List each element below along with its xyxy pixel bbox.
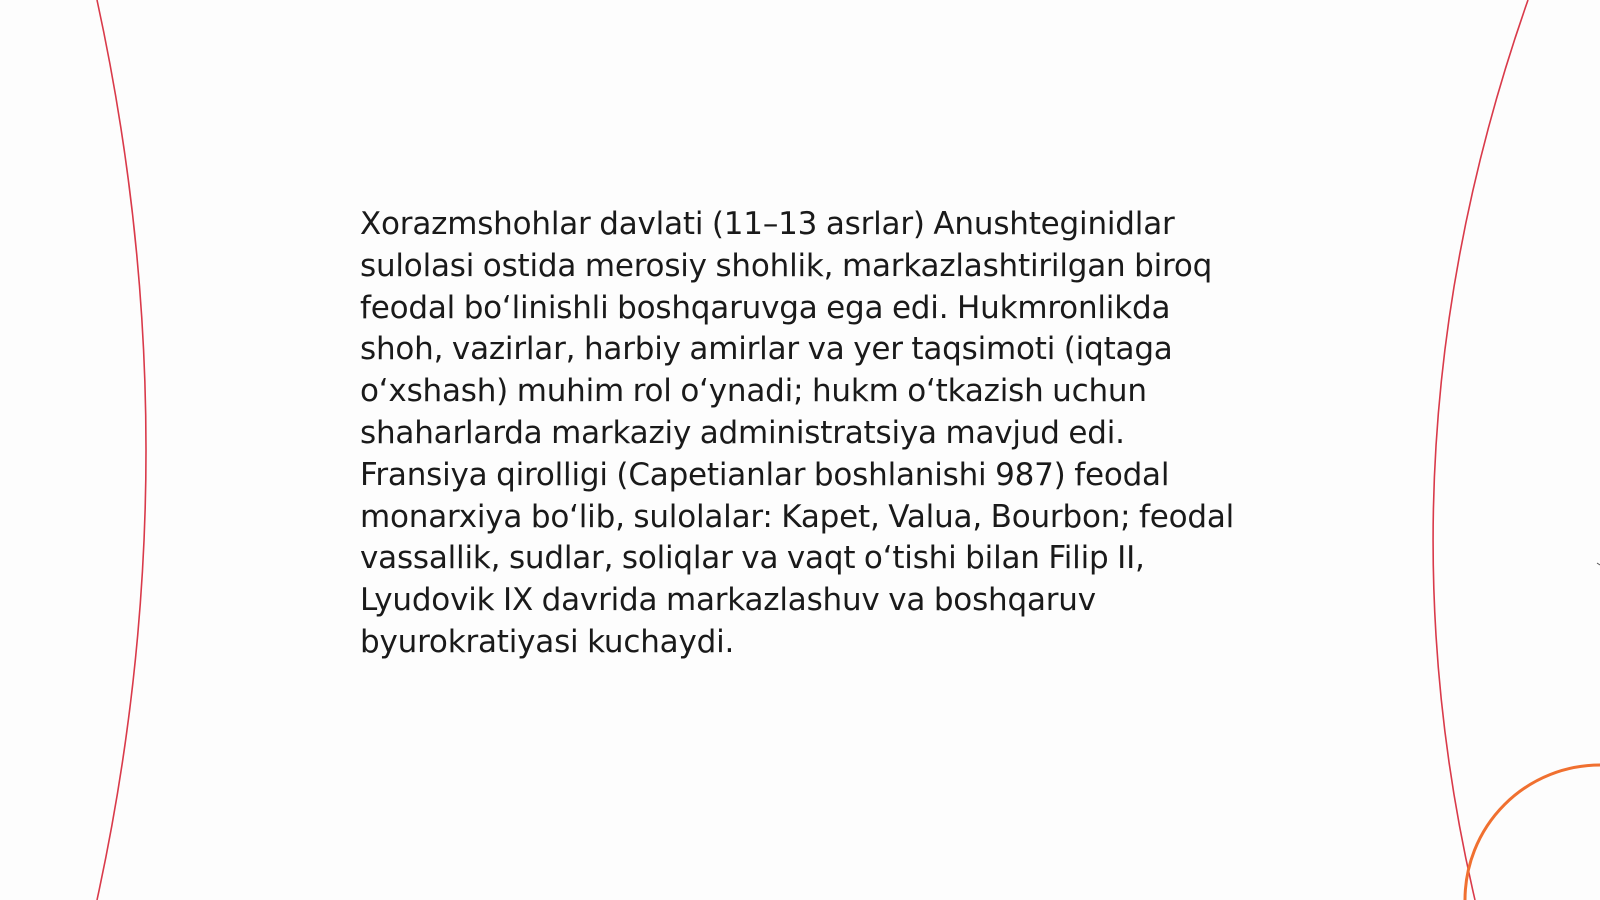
right-curve-decoration [1433, 0, 1528, 900]
left-curve-decoration [97, 0, 146, 900]
corner-arc-decoration [1465, 765, 1600, 900]
slide-body-text: Xorazmshohlar davlati (11–13 asrlar) Anushteginidlar sulolasi ostida merosiy shohlik, markazlashtirilgan biroq feodal boʻlinishli boshqaruvga ega edi. Hukmronlikda shoh, vazirlar, harbiy amirlar va yer taqsimoti (iqtaga oʻxshash) muhim rol oʻynadi; hukm oʻtkazish uchun shaharlarda markaziy administratsiya mavjud edi. Fransiya qirolligi (Capetianlar boshlanishi 987) feodal monarxiya boʻlib, sulolalar: Kapet, Valua, Bourbon; feodal vassallik, sudlar, soliqlar va vaqt oʻtishi bilan Filip II, Lyudovik IX davrida markazlashuv va boshqaruv byurokratiyasi kuchaydi. [360, 206, 1235, 660]
